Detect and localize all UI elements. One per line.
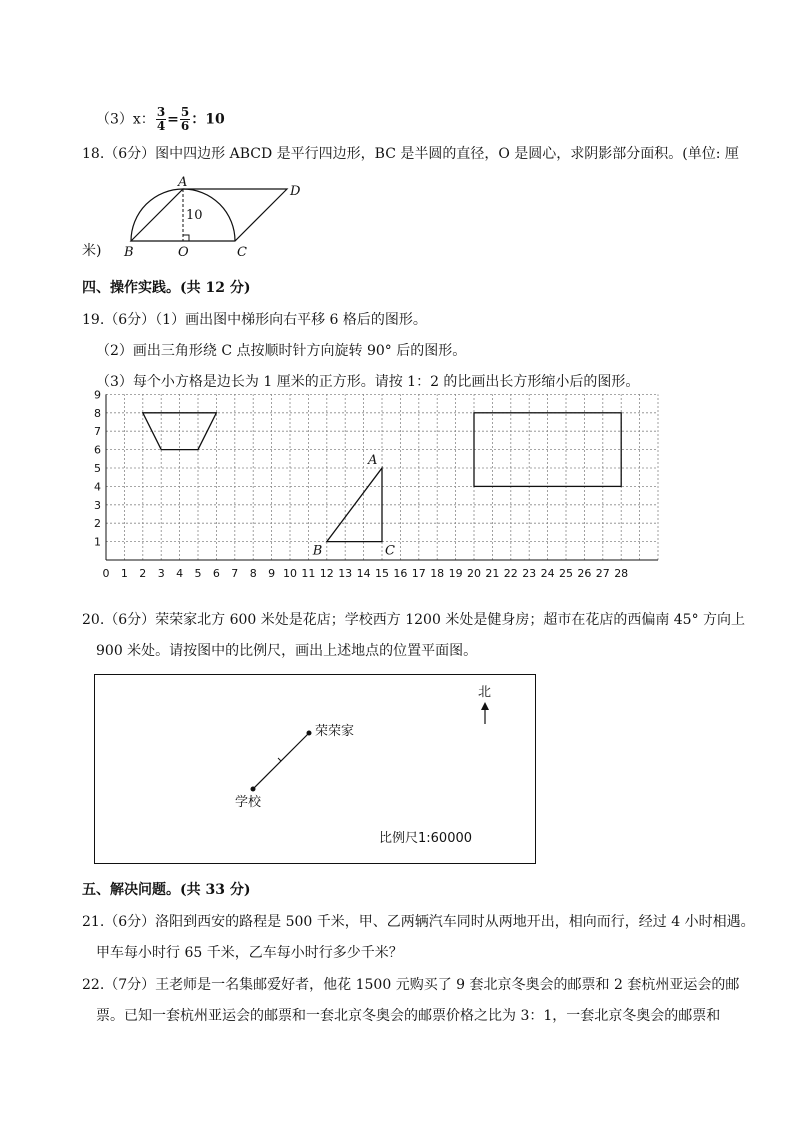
- x-tick-label: 21: [485, 567, 500, 580]
- x-tick-label: 7: [231, 567, 239, 580]
- fraction-3-4: $\frac{3}{4}$: [156, 105, 166, 133]
- q21-line2: 甲车每小时行 65 千米，乙车每小时行多少千米？: [96, 945, 403, 961]
- x-tick-label: 4: [176, 567, 184, 580]
- x-tick-label: 3: [157, 567, 165, 580]
- x-tick-label: 8: [249, 567, 257, 580]
- x-tick-label: 28: [614, 567, 629, 580]
- label-height-10: 10: [186, 208, 203, 223]
- q19-line3: （3）每个小方格是边长为 1 厘米的正方形。请按 1：2 的比画出长方形缩小后的图形。: [96, 374, 640, 390]
- parallelogram-semicircle-figure: [115, 175, 315, 260]
- home-label: 荣荣家: [315, 724, 355, 739]
- coordinate-grid-figure: [90, 388, 690, 595]
- y-tick-label: 5: [94, 462, 101, 475]
- x-tick-label: 18: [430, 567, 445, 580]
- x-tick-label: 19: [448, 567, 463, 580]
- section-5-title: 五、解决问题。(共 33 分): [82, 882, 251, 898]
- q22-line2: 票。已知一套杭州亚运会的邮票和一套北京冬奥会的邮票价格之比为 3：1，一套北京冬奥会的邮票和: [96, 1008, 721, 1024]
- x-tick-label: 17: [411, 567, 426, 580]
- x-tick-label: 10: [283, 567, 297, 580]
- x-tick-label: 26: [577, 567, 592, 580]
- equals-sign: =: [167, 111, 179, 128]
- y-tick-label: 8: [94, 406, 101, 420]
- school-point: [251, 787, 256, 792]
- label-b: B: [124, 245, 134, 260]
- y-tick-label: 6: [94, 443, 101, 457]
- label-o: O: [178, 245, 189, 260]
- q18-text: 18.（6分）图中四边形 ABCD 是平行四边形，BC 是半圆的直径，O 是圆心，求阴影部分面积。(单位: 厘: [82, 146, 739, 162]
- x-tick-label: 5: [194, 567, 202, 580]
- x-tick-label: 1: [120, 567, 128, 580]
- label-c: C: [237, 245, 247, 260]
- y-tick-label: 1: [94, 535, 101, 549]
- x-tick-label: 2: [139, 567, 147, 580]
- section-4-title: 四、操作实践。(共 12 分): [82, 280, 251, 296]
- north-label: 北: [478, 685, 492, 700]
- q20-line2: 900 米处。请按图中的比例尺，画出上述地点的位置平面图。: [96, 643, 478, 659]
- triangle-label-b: B: [312, 543, 323, 559]
- q17-3-prefix: （3）x：: [96, 111, 155, 128]
- q18-unit-tail: 米): [82, 243, 102, 259]
- x-tick-label: 6: [212, 567, 220, 580]
- y-tick-label: 9: [94, 388, 101, 402]
- x-tick-label: 22: [503, 567, 518, 580]
- scale-label: 比例尺1:60000: [379, 831, 473, 846]
- triangle-label-a: A: [368, 453, 378, 468]
- q17-3-suffix: ：10: [191, 111, 225, 128]
- north-arrow-icon: [481, 702, 489, 710]
- q21-line1: 21.（6分）洛阳到西安的路程是 500 千米，甲、乙两辆汽车同时从两地开出，相向而行，经过 4 小时相遇。: [82, 914, 755, 930]
- label-a: A: [178, 175, 188, 190]
- x-tick-label: 14: [356, 567, 371, 580]
- y-tick-label: 4: [94, 480, 101, 494]
- x-tick-label: 23: [522, 567, 537, 580]
- x-tick-label: 0: [102, 567, 110, 580]
- x-tick-label: 9: [268, 567, 276, 580]
- fraction-5-6: $\frac{5}{6}$: [180, 105, 190, 133]
- y-tick-label: 3: [94, 498, 101, 512]
- home-point: [307, 731, 312, 736]
- q19-line2: （2）画出三角形绕 C 点按顺时针方向旋转 90° 后的图形。: [96, 343, 467, 359]
- x-tick-label: 15: [375, 567, 389, 580]
- location-map-figure: [94, 674, 539, 867]
- x-tick-label: 27: [595, 567, 610, 580]
- q22-line1: 22.（7分）王老师是一名集邮爱好者，他花 1500 元购买了 9 套北京冬奥会的邮票和 2 套杭州亚运会的邮: [82, 977, 740, 993]
- q19-line1: 19.（6分）（1）画出图中梯形向右平移 6 格后的图形。: [82, 312, 427, 328]
- x-tick-label: 13: [338, 567, 353, 580]
- segment-tick-mark: [278, 758, 281, 761]
- x-tick-label: 16: [393, 567, 408, 580]
- x-tick-label: 25: [559, 567, 573, 580]
- school-label: 学校: [235, 795, 262, 810]
- x-tick-label: 24: [540, 567, 555, 580]
- x-tick-label: 20: [467, 567, 481, 580]
- y-tick-label: 2: [94, 517, 101, 531]
- label-d: D: [290, 184, 301, 199]
- q20-line1: 20.（6分）荣荣家北方 600 米处是花店；学校西方 1200 米处是健身房；超市在花店的西偏南 45° 方向上: [82, 612, 746, 628]
- triangle-label-c: C: [385, 543, 395, 559]
- right-angle-mark: [183, 235, 189, 241]
- q17-3-equation: [96, 106, 225, 133]
- y-tick-label: 7: [94, 425, 101, 439]
- x-tick-label: 12: [319, 567, 334, 580]
- x-tick-label: 11: [301, 567, 316, 580]
